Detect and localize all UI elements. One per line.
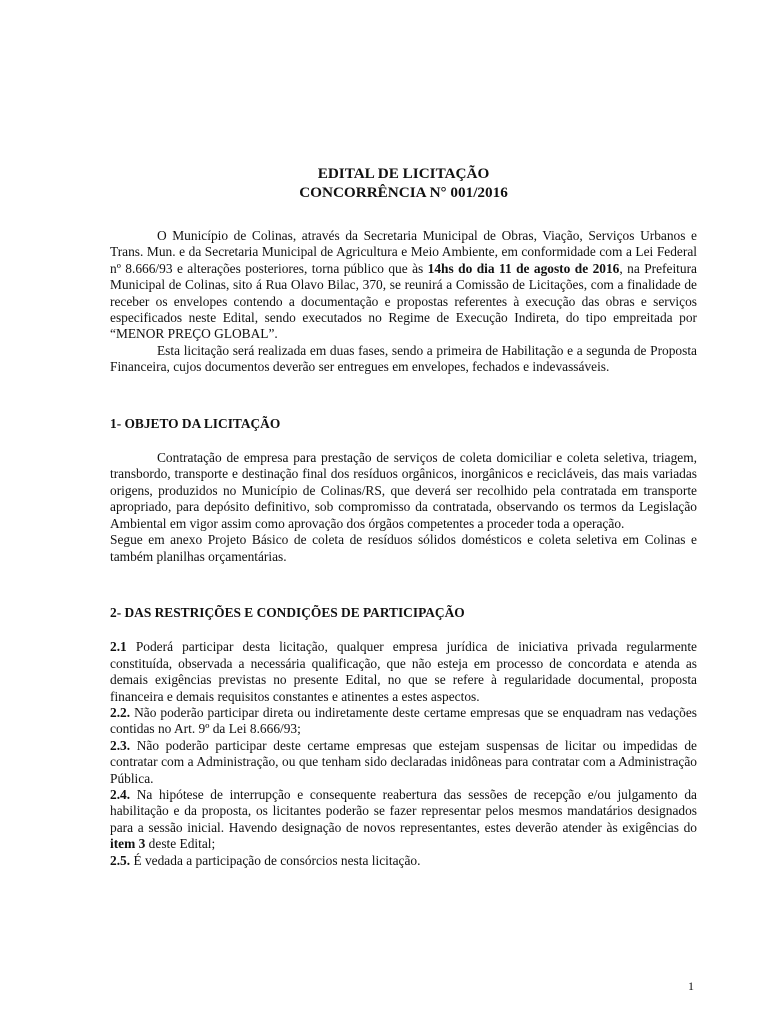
intro-paragraph-1: [110, 228, 697, 343]
section-2-heading: 2- DAS RESTRIÇÕES E CONDIÇÕES DE PARTICIPAÇÃO: [110, 604, 465, 620]
intro-paragraph-1-date: 14hs do dia 11 de agosto de 2016: [427, 260, 620, 276]
clause-2-4-text-b: deste Edital;: [145, 836, 216, 852]
document-title-line-1: EDITAL DE LICITAÇÃO: [317, 165, 490, 182]
intro-paragraph-1-text-a: O Município de Colinas, através da Secretaria Municipal de Obras, Viação, Serviços Urbanos e Trans. Mun. e da Secretaria Municipal de Agricultura e Meio Ambiente, em conformidade com a Lei Federal nº 8.666/93 e alterações posteriores, torna público que às: [110, 228, 697, 276]
document-title-line-2: CONCORRÊNCIA N° 001/2016: [299, 184, 508, 201]
section-1-paragraph-2: Segue em anexo Projeto Básico de coleta de resíduos sólidos domésticos e coleta seletiva em Colinas e também planilhas orçamentárias.: [110, 532, 697, 564]
section-1-paragraph-1: Contratação de empresa para prestação de serviços de coleta domiciliar e coleta seletiva, triagem, transbordo, transporte e destinação final dos resíduos orgânicos, inorgânicos e recicláveis, das mais variadas origens, produzidos no Município de Colinas/RS, que deverá ser recolhido pela contratada em transporte apropriado, para depósito definitivo, sob compromisso da contratada, observando os termos da Legislação Ambiental em vigor assim como aprovação dos órgãos competentes a proceder toda a operação.: [110, 450, 697, 531]
clause-2-5-text: É vedada a participação de consórcios nesta licitação.: [130, 852, 421, 868]
clause-2-5-number: 2.5.: [110, 852, 131, 868]
clause-2-4: [110, 787, 697, 853]
clause-2-2-text: Não poderão participar direta ou indiretamente deste certame empresas que se enquadram nas vedações contidas no Art. 9º da Lei 8.666/93;: [110, 704, 697, 737]
clause-2-4-text-a: Na hipótese de interrupção e consequente reabertura das sessões de recepção e/ou julgamento da habilitação e da proposta, os licitantes poderão se fazer representar pelos mesmos mandatários designados para a sessão inicial. Havendo designação de novos representantes, estes deverão atender às exigências do: [110, 786, 697, 835]
intro-paragraph-1-text-b: , na Prefeitura Municipal de Colinas, sito á Rua Olavo Bilac, 370, se reunirá a Comissão de Licitações, com a finalidade de receber os envelopes contendo a documentação e propostas referentes à execução das obras e serviços especificados neste Edital, sendo executados no Regime de Execução Indireta, do tipo empreitada por “MENOR PREÇO GLOBAL”.: [110, 260, 697, 342]
clause-2-1-number: 2.1: [110, 639, 127, 655]
document-page: [110, 164, 697, 869]
clause-2-3-number: 2.3.: [110, 737, 131, 753]
page-number: 1: [688, 979, 694, 993]
clause-2-4-number: 2.4.: [110, 786, 131, 802]
clause-2-1-text: Poderá participar desta licitação, qualquer empresa jurídica de iniciativa privada regularmente constituída, observada a necessária qualificação, que não esteja em processo de concordata e atenda as demais exigências previstas no presente Edital, no que se refere à regularidade documental, proposta financeira e demais requisitos constantes e atinentes a estes aspectos.: [110, 639, 697, 704]
clause-2-2-number: 2.2.: [110, 704, 131, 720]
clause-2-5: [110, 853, 697, 869]
clause-2-2: [110, 705, 697, 738]
clause-2-1: [110, 639, 697, 705]
clause-2-4-item-reference: item 3: [110, 836, 146, 852]
intro-paragraph-2: Esta licitação será realizada em duas fases, sendo a primeira de Habilitação e a segunda de Proposta Financeira, cujos documentos deverão ser entregues em envelopes, fechados e indevassáveis.: [110, 342, 697, 375]
clause-2-3-text: Não poderão participar deste certame empresas que estejam suspensas de licitar ou impedidas de contratar com a Administração, ou que tenham sido declaradas inidôneas para contratar com a Administração Pública.: [110, 737, 697, 786]
section-1-heading: 1- OBJETO DA LICITAÇÃO: [110, 415, 281, 431]
clause-2-3: [110, 738, 697, 787]
